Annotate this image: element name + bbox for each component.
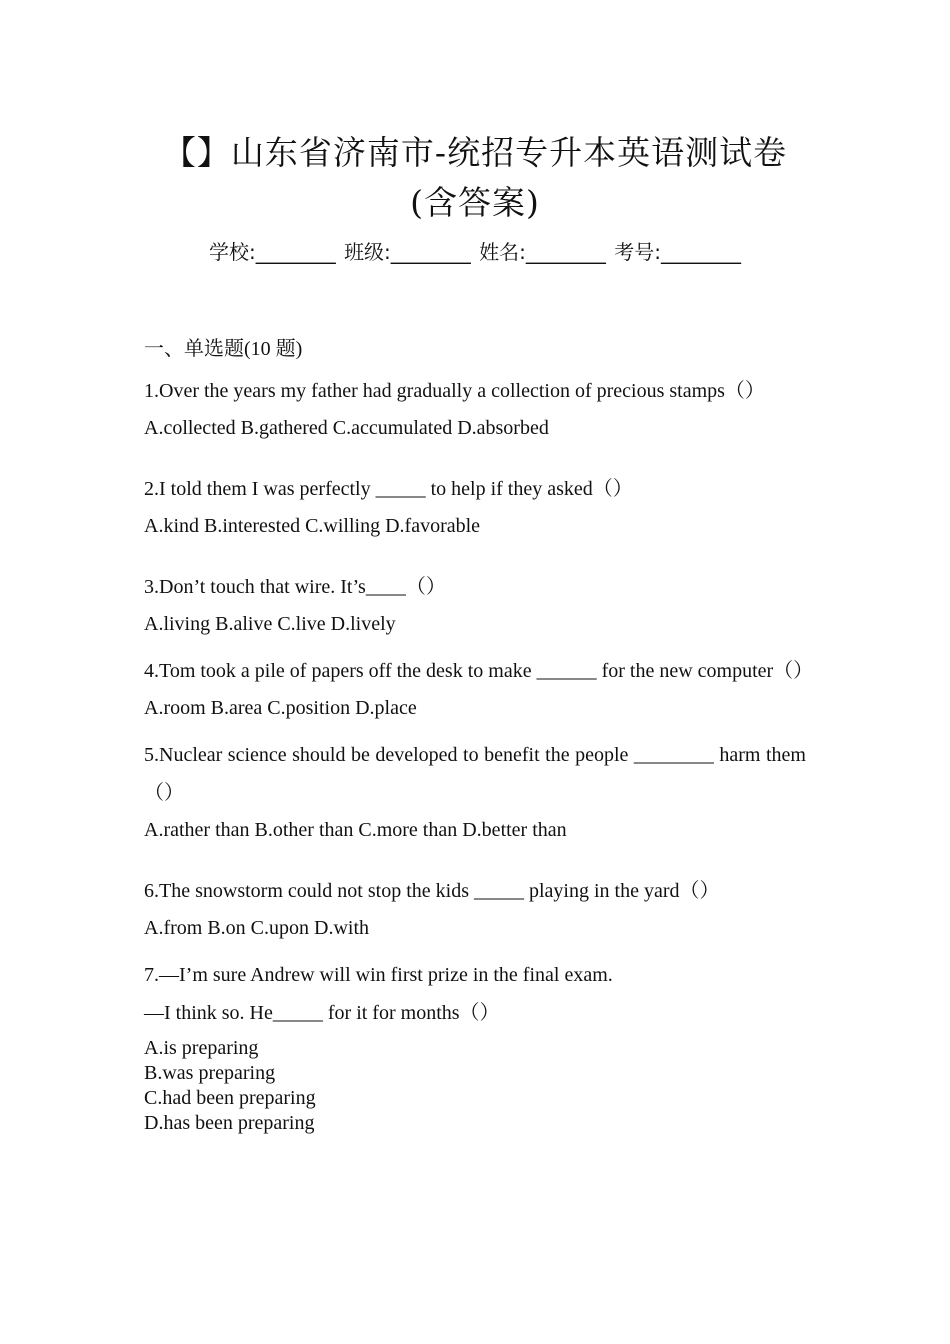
question-1	[144, 372, 806, 446]
question-5	[144, 736, 806, 848]
class-field: 班级:________	[344, 240, 471, 264]
question-2	[144, 470, 806, 544]
question-text: 1.Over the years my father had gradually a collection of precious stamps（）	[144, 380, 765, 402]
option-b: B.was preparing	[144, 1062, 276, 1084]
question-reply: —I think so. He_____ for it for months（）	[144, 1002, 500, 1024]
school-field: 学校:________	[208, 240, 336, 264]
question-7	[144, 956, 806, 1136]
student-info-line	[140, 236, 810, 265]
title-line-1: 【】山东省济南市-统招专升本英语测试卷	[162, 133, 788, 172]
exam-number-field: 考号:________	[614, 240, 742, 264]
question-options: A.from B.on C.upon D.with	[144, 917, 369, 939]
question-options: A.collected B.gathered C.accumulated D.absorbed	[144, 417, 549, 439]
section-heading: 一、单选题(10 题)	[144, 338, 303, 360]
exam-title	[140, 128, 810, 228]
question-options: A.living B.alive C.live D.lively	[144, 613, 396, 635]
title-line-2: (含答案)	[410, 183, 540, 222]
option-c: C.had been preparing	[144, 1087, 316, 1109]
name-field: 姓名:________	[479, 240, 606, 264]
question-6	[144, 872, 806, 946]
question-options-list	[144, 1036, 806, 1136]
question-text: 4.Tom took a pile of papers off the desk to make ______ for the new computer（）	[144, 660, 814, 682]
question-options: A.rather than B.other than C.more than D.better than	[144, 819, 567, 841]
question-options: A.kind B.interested C.willing D.favorable	[144, 515, 481, 537]
option-d: D.has been preparing	[144, 1112, 315, 1134]
question-text: 2.I told them I was perfectly _____ to help if they asked（）	[144, 478, 633, 500]
question-3	[144, 568, 806, 642]
question-text: 6.The snowstorm could not stop the kids _____ playing in the yard（）	[144, 880, 720, 902]
question-options: A.room B.area C.position D.place	[144, 697, 417, 719]
question-4	[144, 652, 814, 726]
question-text: 7.—I’m sure Andrew will win first prize in the final exam.	[144, 964, 613, 986]
question-list	[144, 336, 814, 1136]
question-text: 5.Nuclear science should be developed to benefit the people ________ harm them（）	[144, 744, 806, 804]
question-text: 3.Don’t touch that wire. It’s____（）	[144, 576, 446, 598]
option-a: A.is preparing	[144, 1037, 259, 1059]
